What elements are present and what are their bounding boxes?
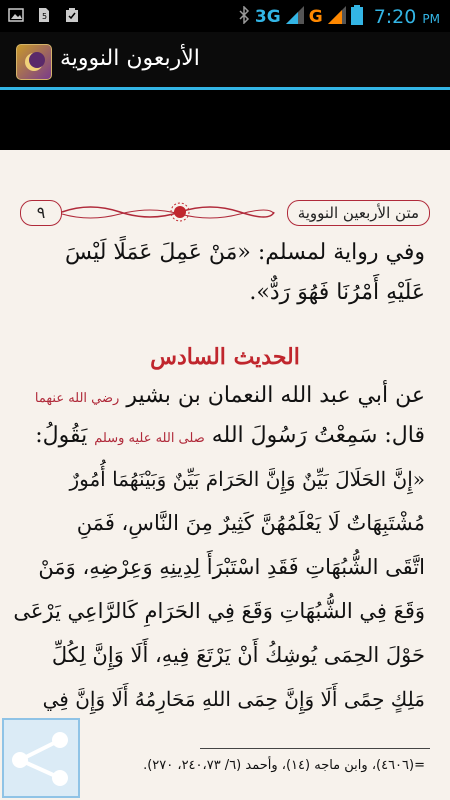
file-icon <box>36 7 52 23</box>
status-bar <box>0 0 450 32</box>
footnote: =(٤٦٠٦)، وابن ماجه (١٤)، وأحمد (٦/ ٢٤٠،٧٣، ٢٧٠). <box>143 758 425 773</box>
clock <box>374 6 440 28</box>
text-line: مَلِكٍ حِمًى أَلَا وَإِنَّ حِمَى اللهِ مَحَارِمُهُ أَلَا وَإِنَّ فِي <box>42 687 425 711</box>
gallery-icon <box>8 7 24 23</box>
clipboard-check-icon <box>64 7 80 23</box>
text-line: مُشْتَبِهَاتٌ لَا يَعْلَمُهُنَّ كَثِيرٌ مِنَ النَّاسِ، فَمَنِ <box>76 511 425 535</box>
page-header <box>20 200 430 226</box>
app-logo-icon[interactable] <box>16 44 52 80</box>
narrator-line <box>35 383 425 408</box>
text-line: اتَّقَى الشُّبُهَاتِ فَقَدِ اسْتَبْرَأَ لِدِينِهِ وَعِرْضِهِ، وَمَنْ <box>38 555 425 579</box>
narrator-text: عن أبي عبد الله النعمان بن بشير <box>126 383 425 408</box>
page-number: ٩ <box>20 200 62 226</box>
clock-ampm: PM <box>422 12 440 26</box>
battery-icon <box>351 5 363 29</box>
clock-time: 7:20 <box>373 6 417 28</box>
says-text: يَقُولُ: <box>35 423 88 448</box>
said-text: قال: سَمِعْتُ رَسُولَ الله <box>211 423 425 448</box>
notification-icons <box>8 7 80 23</box>
header-ornament <box>60 200 276 224</box>
text-line: عَلَيْهِ أَمْرُنَا فَهُوَ رَدٌّ». <box>249 280 425 305</box>
honorific-salallahu: صلى الله عليه وسلم <box>94 431 205 446</box>
book-title: متن الأربعين النووية <box>287 200 430 226</box>
text-line: وَقَعَ فِي الشُّبُهَاتِ وَقَعَ فِي الحَرَامِ كَالرَّاعِي يَرْعَى <box>13 599 425 623</box>
app-title: الأربعون النووية <box>60 46 200 71</box>
text-line: وفي رواية لمسلم: «مَنْ عَمِلَ عَمَلًا لَيْسَ <box>65 240 425 265</box>
share-button[interactable] <box>2 718 80 798</box>
network-g-label: G <box>308 7 323 27</box>
text-line: حَوْلَ الحِمَى يُوشِكُ أَنْ يَرْتَعَ فِيهِ، أَلَا وَإِنَّ لِكُلِّ <box>51 643 425 667</box>
share-icon <box>4 720 78 796</box>
footnote-divider <box>200 748 430 749</box>
text-line: «إِنَّ الحَلَالَ بَيِّنٌ وَإِنَّ الحَرَامَ بَيِّنٌ وَبَيْنَهُمَا أُمُورٌ <box>69 467 425 491</box>
honorific-radiallahu: رضي الله عنهما <box>34 391 120 406</box>
signal-icon <box>328 6 346 28</box>
network-3g-label: 3G <box>254 7 281 27</box>
book-page[interactable] <box>0 150 450 800</box>
hadith-heading: الحديث السادس <box>150 344 300 370</box>
action-bar <box>0 32 450 90</box>
signal-icon <box>286 6 304 28</box>
spacer <box>0 90 450 150</box>
bluetooth-icon <box>238 6 250 28</box>
svg-text:5: 5 <box>42 12 48 21</box>
text-line <box>35 423 425 448</box>
